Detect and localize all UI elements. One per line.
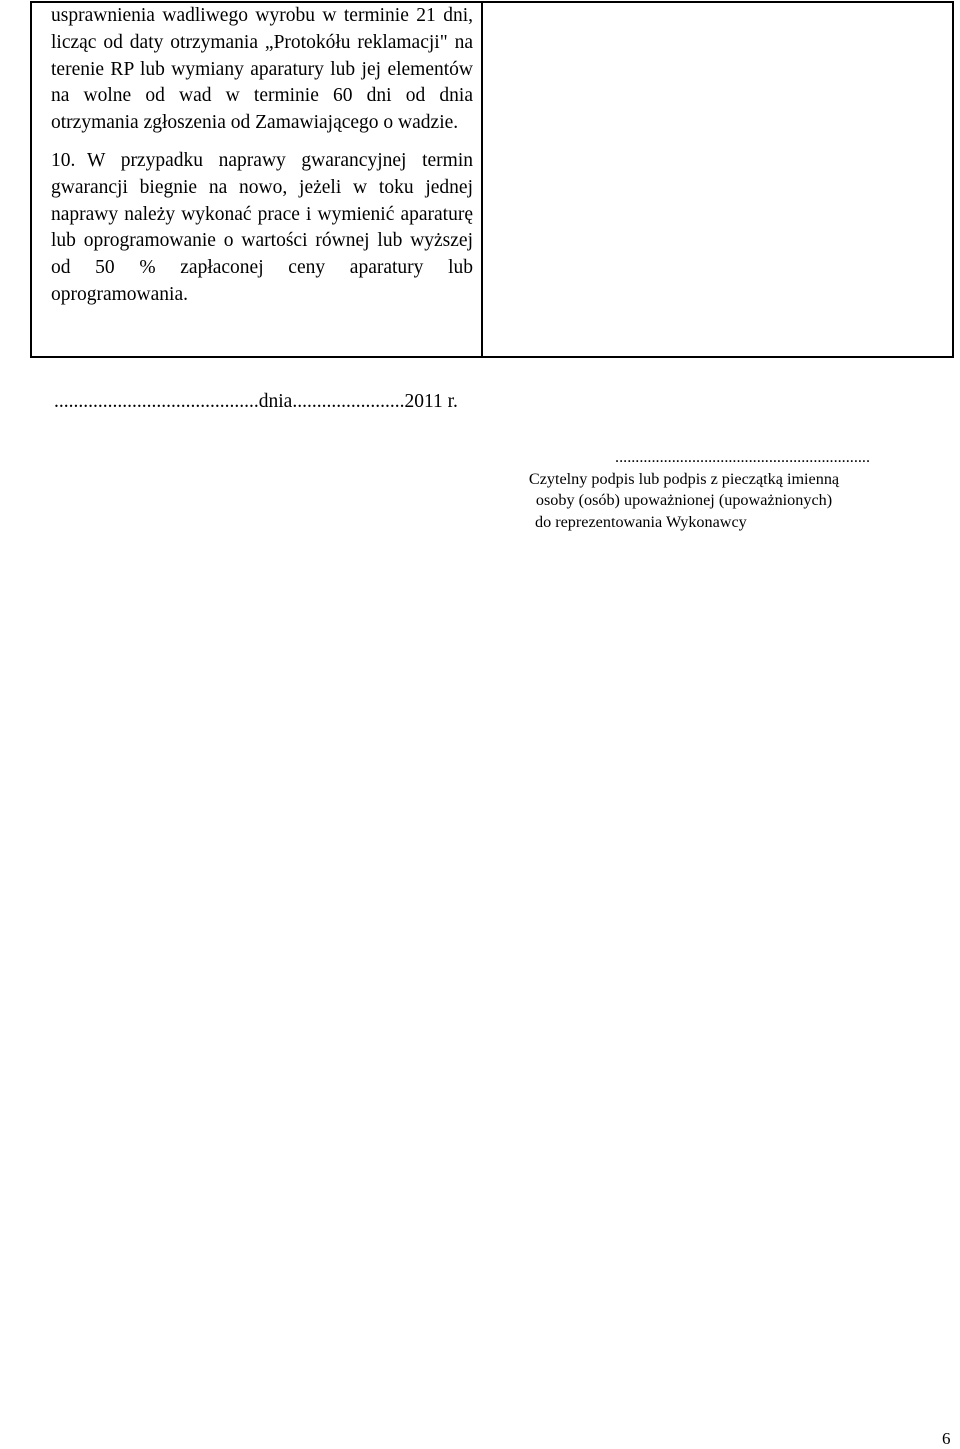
- signature-caption-line-1: Czytelny podpis lub podpis z pieczątką imienną: [528, 469, 840, 488]
- date-line: ..........................................dnia.......................2011 r.: [54, 391, 458, 412]
- continuation-paragraph: usprawnienia wadliwego wyrobu w terminie 21 dni, licząc od daty otrzymania „Protokółu reklamacji" na terenie RP lub wymiany aparatury lub jej elementów na wolne od wad w terminie 60 dni od dnia otrzymania zgłoszenia od Zamawiającego o wadzie.: [51, 5, 473, 134]
- list-item-text: W przypadku naprawy gwarancyjnej termin gwarancji biegnie na nowo, jeżeli w toku jednej naprawy należy wykonać prace i wymienić aparaturę lub oprogramowanie o wartości równej lub wyższej od 50 % zapłaconej ceny aparatury lub oprogramowania.: [51, 149, 473, 305]
- page-number: 6: [942, 1429, 951, 1448]
- signature-block: [492, 447, 876, 533]
- signature-dotted-line: ...............................................................: [615, 448, 870, 466]
- table-column-divider: [481, 1, 483, 358]
- table-left-cell: [51, 3, 473, 309]
- list-item-10: [51, 148, 473, 309]
- signature-caption-line-3: do reprezentowania Wykonawcy: [535, 512, 747, 531]
- signature-caption-line-2: osoby (osób) upoważnionej (upoważnionych): [535, 491, 833, 509]
- list-item-number: 10.: [51, 149, 76, 171]
